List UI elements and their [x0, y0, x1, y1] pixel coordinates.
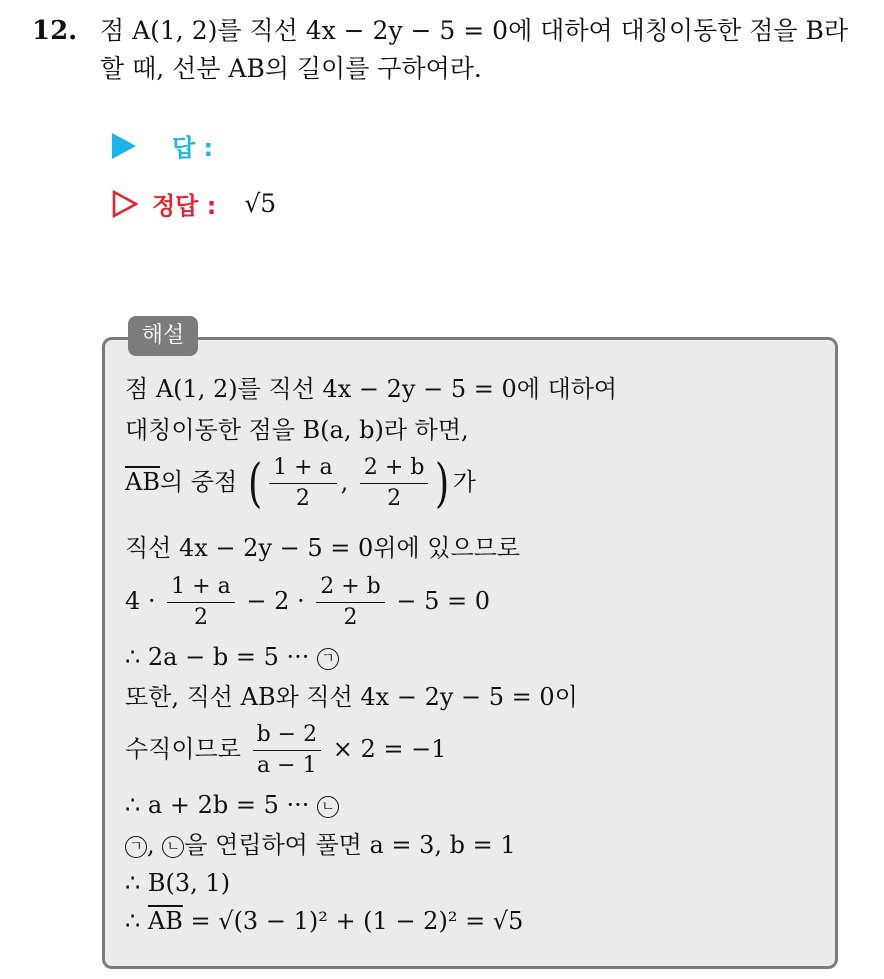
fraction [253, 722, 322, 779]
answer-label: 답 : [172, 134, 214, 162]
solution-line-1: 점 A(1, 2)를 직선 4x − 2y − 5 = 0에 대하여 [125, 375, 618, 403]
circled-mark-1-icon: ㄱ [317, 648, 339, 670]
outline-triangle-icon [112, 190, 138, 218]
segment-ab: $\overline{AB}$ [125, 468, 160, 496]
equation-part: 을 연립하여 풀면 a = 3, b = 1 [184, 831, 516, 859]
problem [32, 12, 872, 88]
subject-particle: 가 [452, 468, 476, 496]
fraction [360, 455, 429, 512]
solution-line-3: $\overline{AB}$의 중점 ( $\frac{1 + a}{2}$ , $\frac{2 + b}{2}$ ) 가 [125, 453, 476, 514]
left-paren: ( [247, 453, 263, 514]
solution-tag: 해설 [128, 316, 198, 356]
play-triangle-icon [112, 133, 136, 159]
fraction-numerator: 1 + a [269, 455, 337, 484]
fraction [316, 574, 385, 631]
solution-line-8 [125, 722, 446, 779]
circled-mark-1-icon: ㄱ [125, 836, 147, 858]
fraction-numerator: b − 2 [253, 722, 322, 751]
fraction-denominator: 2 [343, 605, 358, 630]
fraction-numerator: 2 + b [360, 455, 429, 484]
solution-line-10: ㄱ , ㄴ 을 연립하여 풀면 a = 3, b = 1 [125, 830, 516, 860]
fraction-numerator: 1 + a [167, 574, 235, 603]
equation-part: − 2 · [246, 587, 305, 615]
solution-line-7: 또한, 직선 AB와 직선 4x − 2y − 5 = 0이 [125, 683, 578, 711]
fraction-denominator: 2 [387, 486, 402, 511]
correct-answer-label: 정답 : [152, 192, 217, 220]
fraction [167, 574, 235, 631]
midpoint-text: 의 중점 [159, 468, 238, 496]
circled-mark-2-icon: ㄴ [162, 836, 184, 858]
equation-part: = √(3 − 1)² + (1 − 2)² = √5 [190, 907, 524, 935]
equation-part: × 2 = −1 [332, 735, 447, 763]
fraction-numerator: 2 + b [316, 574, 385, 603]
equation-part: 4 · [125, 587, 156, 615]
fraction [269, 455, 337, 512]
equation-part: ∴ [125, 907, 141, 935]
solution-line-4: 직선 4x − 2y − 5 = 0위에 있으므로 [125, 534, 521, 562]
equation-part: 수직이므로 [125, 735, 241, 763]
solution-line-9 [125, 790, 339, 820]
answer-blank-row [112, 128, 213, 163]
fraction-denominator: a − 1 [257, 753, 317, 778]
solution-line-11: ∴ B(3, 1) [125, 869, 231, 897]
fraction-denominator: 2 [193, 605, 208, 630]
solution-line-5 [125, 574, 490, 631]
solution-line-12 [125, 906, 523, 936]
solution-line-2: 대칭이동한 점을 B(a, b)라 하면, [125, 416, 469, 444]
problem-text: 점 A(1, 2)를 직선 4x − 2y − 5 = 0에 대하여 대칭이동한 점을 B라 할 때, 선분 AB의 길이를 구하여라. [100, 16, 849, 83]
equation-part: ∴ 2a − b = 5 ··· [125, 643, 310, 671]
fraction-denominator: 2 [295, 486, 310, 511]
correct-answer-value: √5 [244, 189, 277, 218]
solution-line-6 [125, 642, 339, 672]
equation-part: ∴ a + 2b = 5 ··· [125, 791, 310, 819]
correct-answer-row [112, 186, 276, 221]
problem-number: 12. [32, 16, 78, 46]
equation-part: − 5 = 0 [396, 587, 491, 615]
circled-mark-2-icon: ㄴ [317, 796, 339, 818]
segment-ab: $\overline{AB}$ [147, 907, 183, 935]
right-paren: ) [435, 453, 450, 514]
